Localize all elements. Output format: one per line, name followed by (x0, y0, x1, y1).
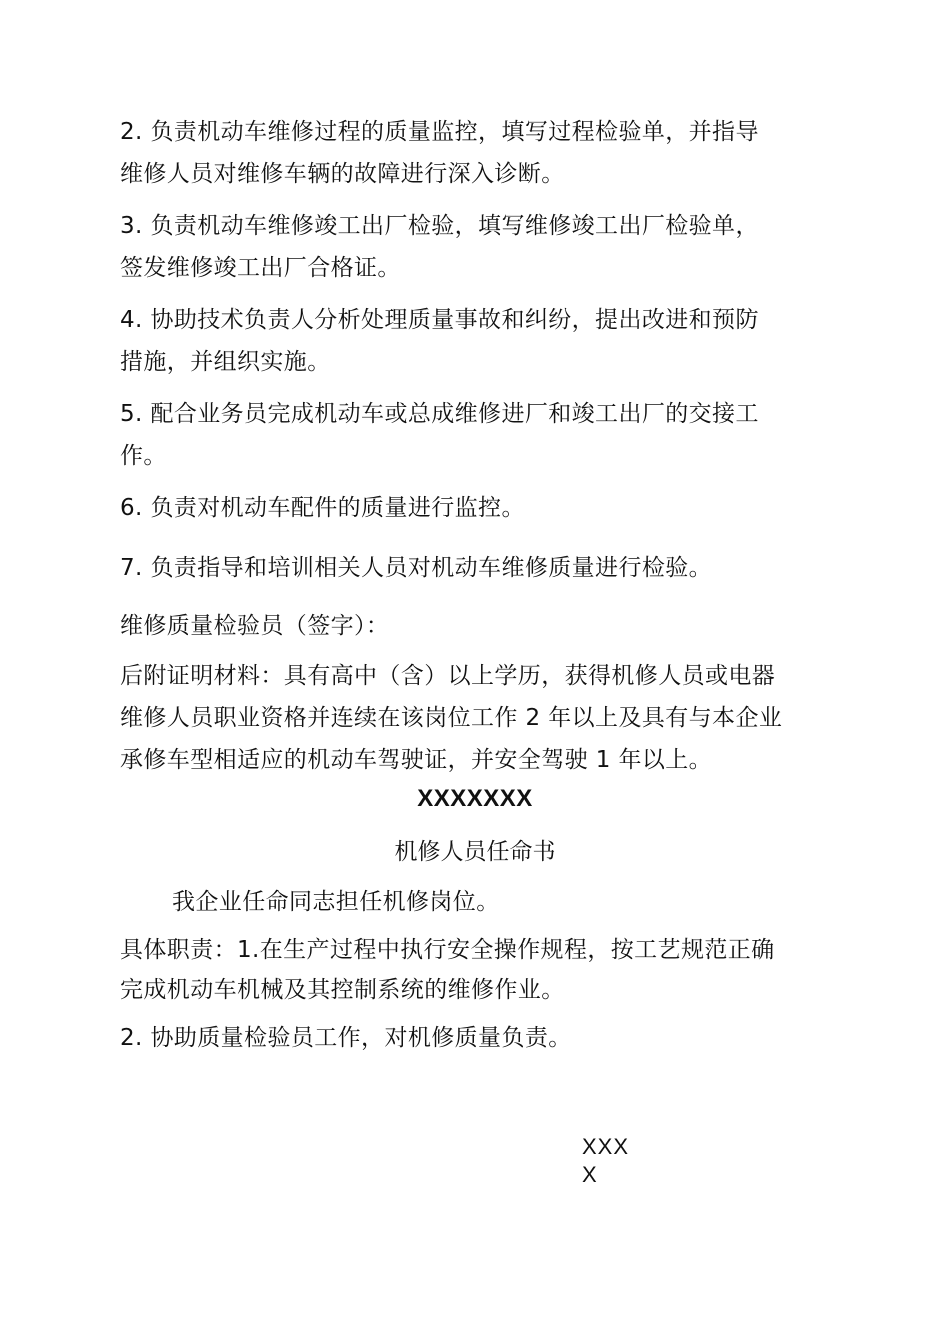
appointment-text: 我企业任命同志担任机修岗位。 (172, 889, 500, 915)
duty-line: 具体职责：1.在生产过程中执行安全操作规程，按工艺规范正确 (120, 937, 775, 963)
duty-line: 3. 负责机动车维修竣工出厂检验，填写维修竣工出厂检验单， (120, 213, 759, 239)
document-title: 机修人员任命书 (394, 839, 556, 865)
duty-line: 4. 协助技术负责人分析处理质量事故和纠纷，提出改进和预防 (120, 307, 759, 333)
company-name-placeholder: XXXXXXX (417, 785, 533, 812)
duty-line: 7. 负责指导和培训相关人员对机动车维修质量进行检验。 (120, 555, 713, 581)
duty-line: 作。 (120, 443, 167, 469)
duty-line: 2. 协助质量检验员工作，对机修质量负责。 (120, 1025, 572, 1051)
duty-line: 6. 负责对机动车配件的质量进行监控。 (120, 495, 525, 521)
signature-label: 维修质量检验员（签字）： (120, 613, 390, 639)
attachment-line: 承修车型相适应的机动车驾驶证，并安全驾驶 1 年以上。 (120, 747, 713, 773)
signer-placeholder: X (582, 1162, 598, 1187)
duty-line: 完成机动车机械及其控制系统的维修作业。 (120, 977, 565, 1003)
duty-line: 5. 配合业务员完成机动车或总成维修进厂和竣工出厂的交接工 (120, 401, 759, 427)
duty-line: 签发维修竣工出厂合格证。 (120, 255, 401, 281)
duty-line: 2. 负责机动车维修过程的质量监控，填写过程检验单，并指导 (120, 119, 759, 145)
signer-placeholder: XXX (582, 1134, 630, 1159)
duty-line: 维修人员对维修车辆的故障进行深入诊断。 (120, 161, 565, 187)
attachment-line: 后附证明材料：具有高中（含）以上学历，获得机修人员或电器 (120, 663, 776, 689)
duty-line: 措施，并组织实施。 (120, 349, 331, 375)
attachment-line: 维修人员职业资格并连续在该岗位工作 2 年以上及具有与本企业 (120, 705, 783, 731)
